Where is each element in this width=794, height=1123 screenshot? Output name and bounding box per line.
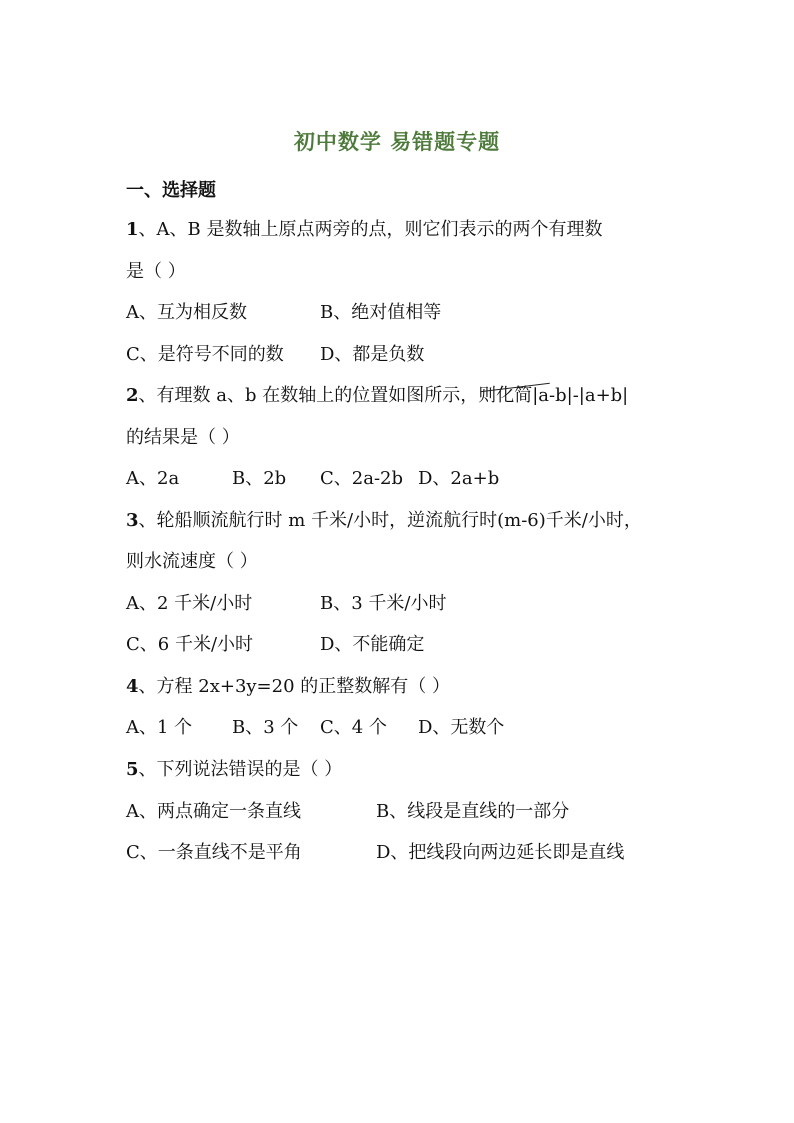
question-3-line-1: [126, 509, 642, 533]
option-a: A、2a: [126, 468, 180, 489]
question-3-options-row-2: [126, 633, 686, 657]
option-d: D、都是负数: [320, 344, 425, 365]
question-4-options-row: [126, 716, 686, 740]
option-c: C、2a-2b: [320, 468, 404, 489]
question-3-options-row-1: [126, 592, 686, 616]
question-number: 2: [126, 385, 139, 406]
option-b: B、绝对值相等: [320, 302, 442, 323]
question-1-line-1: [126, 218, 602, 242]
question-text: 、轮船顺流航行时 m 千米/小时，逆流航行时(m-6)千米/小时，: [138, 510, 642, 531]
question-1-line-2: 是（ ）: [126, 261, 186, 282]
option-b: B、3 个: [232, 717, 299, 738]
question-5-options-row-1: [126, 800, 686, 824]
option-d: D、2a+b: [418, 468, 500, 489]
option-a: A、2 千米/小时: [126, 593, 253, 614]
question-number: 4: [126, 676, 139, 697]
question-5-options-row-2: [126, 841, 686, 865]
question-4-line-1: [126, 675, 450, 699]
question-5-line-1: [126, 758, 342, 782]
option-c: C、4 个: [320, 717, 387, 738]
question-number: 3: [126, 510, 139, 531]
section-heading: 一、选择题: [126, 180, 216, 201]
page-title: 初中数学 易错题专题: [293, 130, 501, 154]
option-c: C、一条直线不是平角: [126, 842, 302, 863]
question-2-options-row: [126, 467, 686, 491]
option-c: C、6 千米/小时: [126, 634, 254, 655]
question-number: 1: [126, 219, 139, 240]
option-a: A、1 个: [126, 717, 193, 738]
question-text: 、有理数 a、b 在数轴上的位置如图所示，则化简|a-b|-|a+b|: [138, 385, 629, 406]
option-b: B、3 千米/小时: [320, 593, 447, 614]
question-text: 、A、B 是数轴上原点两旁的点，则它们表示的两个有理数: [138, 219, 603, 240]
question-3-line-2: 则水流速度（ ）: [126, 551, 258, 572]
option-b: B、线段是直线的一部分: [376, 801, 570, 822]
question-2-line-2: 的结果是（ ）: [126, 427, 240, 448]
question-1-options-row-2: [126, 343, 686, 367]
option-d: D、无数个: [418, 717, 505, 738]
option-c: C、是符号不同的数: [126, 344, 284, 365]
question-2-line-1: [126, 384, 628, 408]
option-b: B、2b: [232, 468, 287, 489]
question-1-options-row-1: [126, 301, 686, 325]
question-text: 、下列说法错误的是（ ）: [138, 759, 343, 780]
option-a: A、两点确定一条直线: [126, 801, 301, 822]
question-number: 5: [126, 759, 139, 780]
question-text: 、方程 2x+3y=20 的正整数解有（ ）: [138, 676, 450, 697]
option-d: D、把线段向两边延长即是直线: [376, 842, 625, 863]
option-d: D、不能确定: [320, 634, 425, 655]
option-a: A、互为相反数: [126, 302, 247, 323]
